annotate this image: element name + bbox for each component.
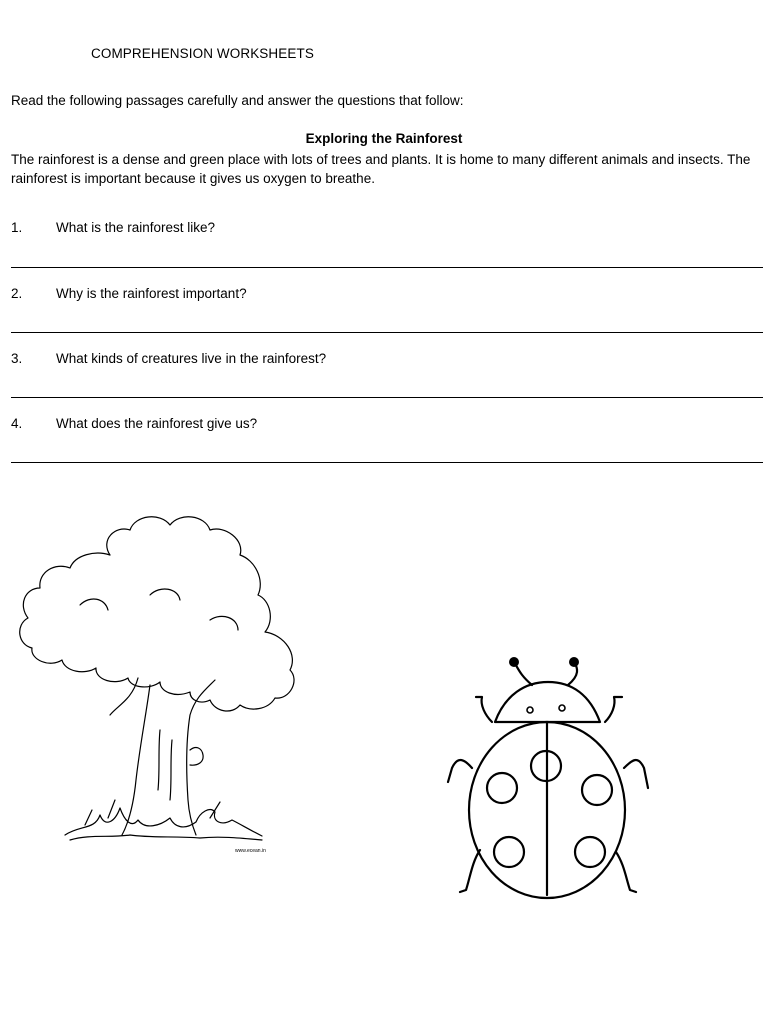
question-4-text: What does the rainforest give us?	[56, 416, 258, 431]
answer-line-3[interactable]	[11, 397, 763, 398]
tree-icon	[0, 500, 310, 870]
ladybug-icon	[440, 650, 660, 900]
question-2-text: Why is the rainforest important?	[56, 286, 247, 301]
worksheet-heading: COMPREHENSION WORKSHEETS	[91, 46, 314, 61]
answer-line-2[interactable]	[11, 332, 763, 333]
answer-line-1[interactable]	[11, 267, 763, 268]
question-3-text: What kinds of creatures live in the rainforest?	[56, 351, 327, 366]
passage-body: The rainforest is a dense and green place with lots of trees and plants. It is home to many different animals and insects. The rainforest is important because it gives us oxygen to breathe.	[11, 152, 751, 186]
instructions-text: Read the following passages carefully and answer the questions that follow:	[11, 93, 464, 108]
question-3-number: 3.	[11, 351, 23, 366]
question-1-text: What is the rainforest like?	[56, 220, 216, 235]
question-1-number: 1.	[11, 220, 23, 235]
passage-title: Exploring the Rainforest	[305, 131, 463, 146]
question-4-number: 4.	[11, 416, 23, 431]
question-2-number: 2.	[11, 286, 23, 301]
answer-line-4[interactable]	[11, 462, 763, 463]
tree-credit: www.ecean.in	[235, 848, 266, 854]
